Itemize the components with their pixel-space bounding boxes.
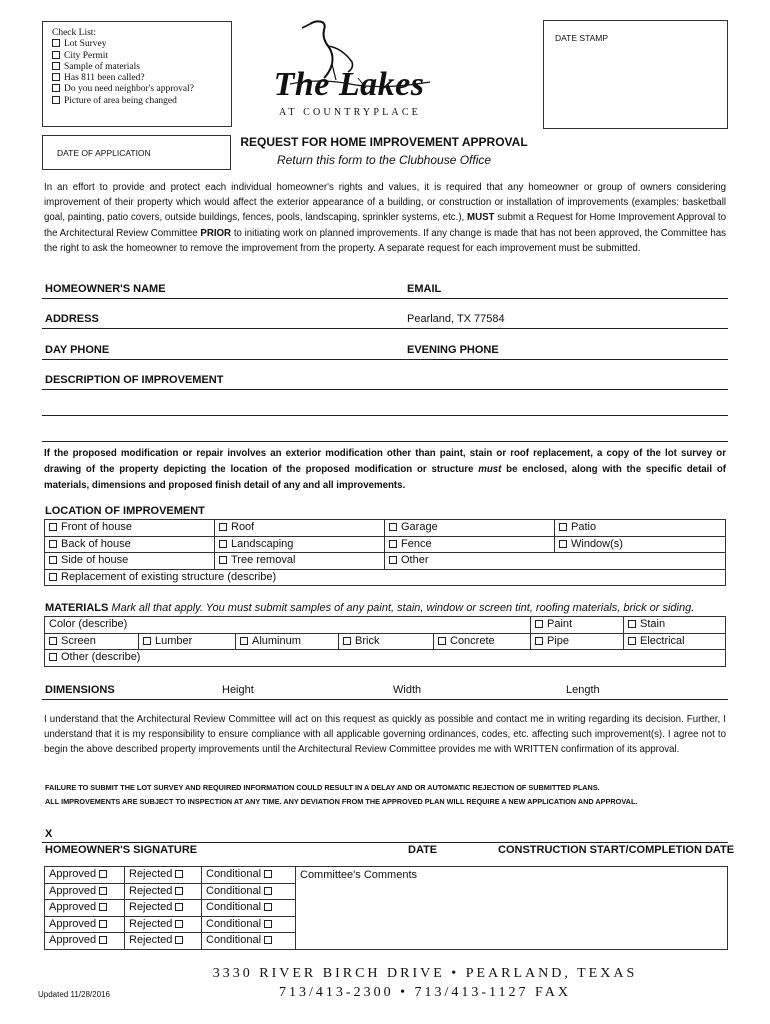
logo <box>250 18 450 124</box>
dimensions-line[interactable] <box>42 699 728 700</box>
material-option[interactable]: Lumber <box>139 633 236 650</box>
checkbox-icon[interactable] <box>49 523 57 531</box>
checkbox-icon[interactable] <box>264 920 272 928</box>
checklist-item[interactable]: Picture of area being changed <box>52 96 231 107</box>
logo-main-text: The Lakes <box>273 66 425 103</box>
rejected-option[interactable]: Rejected <box>125 867 202 884</box>
page-title: REQUEST FOR HOME IMPROVEMENT APPROVAL <box>240 135 528 149</box>
checkbox-icon[interactable] <box>99 887 107 895</box>
checkbox-icon[interactable] <box>264 936 272 944</box>
checklist-item[interactable]: Sample of materials <box>52 62 231 73</box>
page-subtitle: Return this form to the Clubhouse Office <box>276 153 492 167</box>
signature-label: HOMEOWNER'S SIGNATURE <box>45 844 198 856</box>
checkbox-icon[interactable] <box>175 870 183 878</box>
evening-phone-label: EVENING PHONE <box>407 344 499 356</box>
checklist-item[interactable]: Do you need neighbor's approval? <box>52 84 231 95</box>
understanding-paragraph: I understand that the Architectural Review Committee will act on this request as quickly as possible and contact me in writing regarding its decision. Further, I understand that it is my responsibility to ensure compliance with all applicable governing ordinances, codes, etc. affecting such improvement(s). I agree not to begin the above described property improvements until the Architectural Review Committee provides me with WRITTEN confirmation of its approval. <box>44 714 726 756</box>
material-option[interactable]: Electrical <box>624 633 726 650</box>
approved-option[interactable]: Approved <box>45 867 125 884</box>
checklist-title: Check List: <box>52 28 97 38</box>
checkbox-icon[interactable] <box>99 920 107 928</box>
description-line-1[interactable] <box>42 389 728 390</box>
material-option[interactable]: Pipe <box>531 633 624 650</box>
construction-date-label: CONSTRUCTION START/COMPLETION DATE <box>498 844 735 856</box>
checkbox-icon[interactable] <box>628 637 636 645</box>
homeowner-name-line[interactable] <box>42 298 728 299</box>
dimensions-label: DIMENSIONS <box>45 684 115 696</box>
checklist-item[interactable]: Lot Survey <box>52 39 231 50</box>
signature-x: X <box>45 828 53 840</box>
logo-sub-text: AT COUNTRYPLACE <box>279 107 421 118</box>
checklist-item[interactable]: Has 811 been called? <box>52 73 231 84</box>
checkbox-icon[interactable] <box>264 887 272 895</box>
approved-option[interactable]: Approved <box>45 883 125 900</box>
warning-line-1: FAILURE TO SUBMIT THE LOT SURVEY AND REQUIRED INFORMATION COULD RESULT IN A DELAY AND OR AUTOMATIC REJECTION OF SUBMITTED PLANS. <box>45 783 600 792</box>
material-option[interactable]: Paint <box>531 617 624 634</box>
checkbox-icon[interactable] <box>219 556 227 564</box>
length-label: Length <box>566 684 600 696</box>
rejected-option[interactable]: Rejected <box>125 933 202 950</box>
approval-table <box>44 866 728 950</box>
checkbox-icon[interactable] <box>535 620 543 628</box>
location-option[interactable]: Replacement of existing structure (describe) <box>45 569 726 586</box>
checkbox-icon[interactable] <box>389 540 397 548</box>
checkbox-icon[interactable] <box>49 540 57 548</box>
materials-table <box>44 616 726 667</box>
checkbox-icon[interactable] <box>143 637 151 645</box>
checkbox-icon[interactable] <box>264 870 272 878</box>
checkbox-icon[interactable] <box>219 540 227 548</box>
rejected-option[interactable]: Rejected <box>125 900 202 917</box>
location-option[interactable]: Fence <box>385 536 555 553</box>
approved-option[interactable]: Approved <box>45 900 125 917</box>
description-line-2[interactable] <box>42 415 728 416</box>
approved-option[interactable]: Approved <box>45 933 125 950</box>
footer-address: 3330 RIVER BIRCH DRIVE • PEARLAND, TEXAS <box>212 966 638 981</box>
day-phone-label: DAY PHONE <box>45 344 110 356</box>
checkbox-icon[interactable] <box>49 573 57 581</box>
color-describe[interactable]: Color (describe) <box>45 617 531 634</box>
location-option[interactable]: Roof <box>215 520 385 537</box>
checkbox-icon[interactable] <box>175 920 183 928</box>
checkbox-icon[interactable] <box>99 903 107 911</box>
checkbox-icon[interactable] <box>389 556 397 564</box>
intro-paragraph: In an effort to provide and protect each individual homeowner's rights and values, it is required that any homeowner or group of owners considering improvement of their property which would affect the exterior appearance of a building, or construction or installation of improvements (examples: basketball goal, painting, patio covers, outside buildings, fences, pools, landscaping, sprinkler systems, etc.), MUST submit a Request for Home Improvement Approval to the Architectural Review Committee PRIOR to initiating work on planned improvements. If any change is made that has not been approved, the Committee has the right to ask the homeowner to remove the improvement from the property. A separate request for each improvement must be submitted. <box>44 182 726 254</box>
email-label: EMAIL <box>407 283 442 295</box>
material-option[interactable]: Stain <box>624 617 726 634</box>
checkbox-icon[interactable] <box>389 523 397 531</box>
lot-survey-notice: If the proposed modification or repair involves an exterior modification other than paint, stain or roof replacement, a copy of the lot survey or drawing of the property depicting the location of the proposed modification or structure must be enclosed, along with the specific detail of materials, dimensions and proposed finish detail of any and all improvements. <box>44 448 726 491</box>
homeowner-name-label: HOMEOWNER'S NAME <box>45 283 166 295</box>
checkbox-icon[interactable] <box>438 637 446 645</box>
checkbox-icon[interactable] <box>52 84 60 92</box>
city-state-zip: Pearland, TX 77584 <box>407 313 505 325</box>
checklist-item[interactable]: City Permit <box>52 51 231 62</box>
rejected-option[interactable]: Rejected <box>125 883 202 900</box>
conditional-option[interactable]: Conditional <box>202 933 296 950</box>
address-line[interactable] <box>42 328 728 329</box>
location-option[interactable]: Side of house <box>45 553 215 570</box>
location-option[interactable]: Tree removal <box>215 553 385 570</box>
checkbox-icon[interactable] <box>49 637 57 645</box>
material-option[interactable]: Concrete <box>434 633 531 650</box>
location-option[interactable]: Window(s) <box>555 536 726 553</box>
checkbox-icon[interactable] <box>99 870 107 878</box>
date-label: DATE <box>408 844 438 856</box>
approved-option[interactable]: Approved <box>45 916 125 933</box>
height-label: Height <box>222 684 254 696</box>
checkbox-icon[interactable] <box>240 637 248 645</box>
material-option[interactable]: Other (describe) <box>45 650 726 667</box>
checkbox-icon[interactable] <box>628 620 636 628</box>
material-option[interactable]: Screen <box>45 633 139 650</box>
checklist-box <box>42 21 232 127</box>
description-label: DESCRIPTION OF IMPROVEMENT <box>45 374 224 386</box>
location-heading: LOCATION OF IMPROVEMENT <box>45 505 205 517</box>
conditional-option[interactable]: Conditional <box>202 883 296 900</box>
conditional-option[interactable]: Conditional <box>202 900 296 917</box>
rejected-option[interactable]: Rejected <box>125 916 202 933</box>
location-option[interactable]: Front of house <box>45 520 215 537</box>
signature-line[interactable] <box>42 842 728 843</box>
material-option[interactable]: Aluminum <box>236 633 339 650</box>
checkbox-icon[interactable] <box>219 523 227 531</box>
committee-comments[interactable]: Committee's Comments <box>296 867 728 950</box>
date-stamp-box[interactable] <box>543 20 728 129</box>
checkbox-icon[interactable] <box>535 637 543 645</box>
updated-date: Updated 11/28/2016 <box>38 990 110 999</box>
checkbox-icon[interactable] <box>175 936 183 944</box>
checkbox-icon[interactable] <box>175 903 183 911</box>
conditional-option[interactable]: Conditional <box>202 916 296 933</box>
date-stamp-label: DATE STAMP <box>555 33 609 43</box>
location-option[interactable]: Patio <box>555 520 726 537</box>
checkbox-icon[interactable] <box>52 39 60 47</box>
location-option[interactable]: Back of house <box>45 536 215 553</box>
checkbox-icon[interactable] <box>52 62 60 70</box>
warning-line-2: ALL IMPROVEMENTS ARE SUBJECT TO INSPECTION AT ANY TIME. ANY DEVIATION FROM THE APPROVED PLAN WILL REQUIRE A NEW APPLICATION AND APPROVAL. <box>45 797 638 806</box>
description-line-3[interactable] <box>42 441 728 442</box>
checkbox-icon[interactable] <box>52 51 60 59</box>
checkbox-icon[interactable] <box>175 887 183 895</box>
date-of-application-label: DATE OF APPLICATION <box>57 148 151 158</box>
conditional-option[interactable]: Conditional <box>202 867 296 884</box>
checkbox-icon[interactable] <box>52 73 60 81</box>
location-option[interactable]: Garage <box>385 520 555 537</box>
checkbox-icon[interactable] <box>264 903 272 911</box>
checkbox-icon[interactable] <box>343 637 351 645</box>
width-label: Width <box>393 684 422 696</box>
checkbox-icon[interactable] <box>49 653 57 661</box>
phone-line[interactable] <box>42 359 728 360</box>
materials-heading: MATERIALS Mark all that apply. You must submit samples of any paint, stain, window or screen tint, roofing materials, brick or siding. <box>45 602 695 614</box>
location-table <box>44 519 726 586</box>
location-option[interactable]: Other <box>385 553 726 570</box>
checkbox-icon[interactable] <box>99 936 107 944</box>
location-option[interactable]: Landscaping <box>215 536 385 553</box>
footer-phone: 713/413-2300 • 713/413-1127 FAX <box>279 985 571 1000</box>
checkbox-icon[interactable] <box>559 540 567 548</box>
checkbox-icon[interactable] <box>559 523 567 531</box>
material-option[interactable]: Brick <box>339 633 434 650</box>
checkbox-icon[interactable] <box>52 96 60 104</box>
checkbox-icon[interactable] <box>49 556 57 564</box>
address-label: ADDRESS <box>45 313 99 325</box>
date-of-application-box[interactable] <box>42 135 231 170</box>
